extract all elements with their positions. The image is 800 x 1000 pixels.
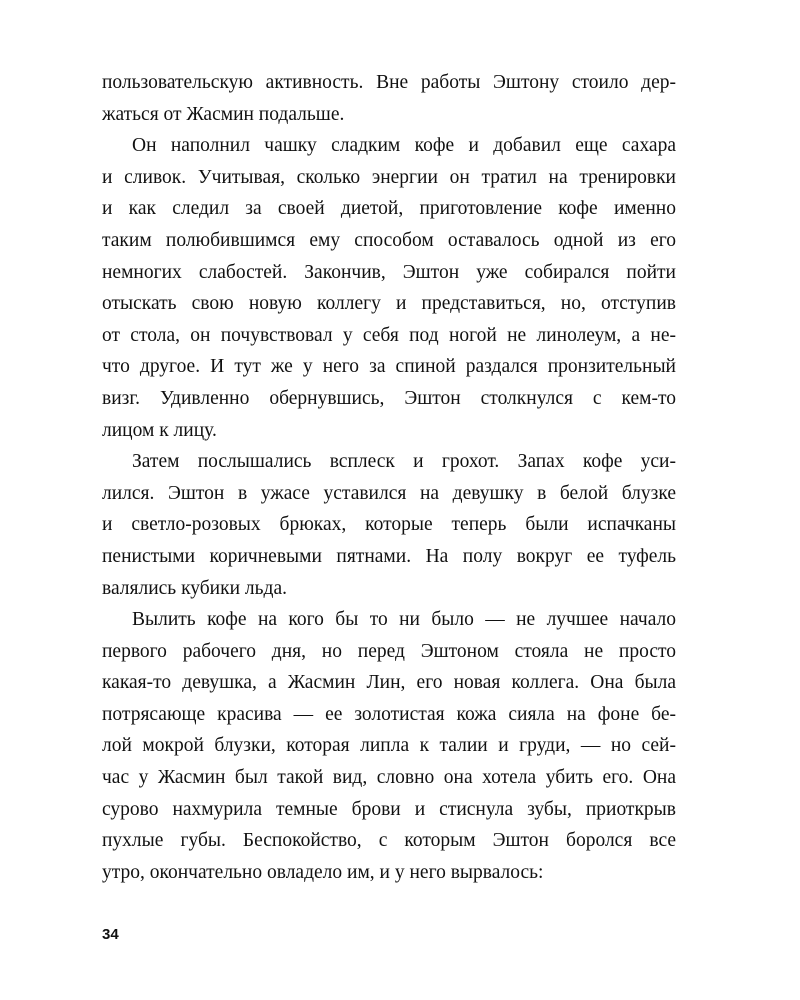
text-line: Он наполнил чашку сладким кофе и добавил еще сахара [132,135,676,157]
paragraph-1 [102,67,676,130]
text-line: жаться от Жасмин подальше. [102,103,345,125]
text-line: от стола, он почувствовал у себя под ногой не линолеум, а не- [102,324,676,346]
text-line: пользовательскую активность. Вне работы Эштону стоило дер- [102,72,676,93]
text-line: лой мокрой блузки, которая липла к талии и груди, — но сей- [102,735,676,757]
text-line: и сливок. Учитывая, сколько энергии он тратил на тренировки [102,166,676,188]
book-page-text [102,67,676,888]
paragraph-3 [102,446,676,604]
text-line: Затем послышались всплеск и грохот. Запах кофе уси- [132,451,676,473]
text-line: какая-то девушка, а Жасмин Лин, его новая коллега. Она была [102,672,676,694]
text-line: и как следил за своей диетой, приготовление кофе именно [102,198,676,220]
text-line: пухлые губы. Беспокойство, с которым Эштон боролся все [102,830,676,852]
text-line: сурово нахмурила темные брови и стиснула зубы, приоткрыв [102,798,676,820]
paragraph-4 [102,604,676,888]
text-line: лицом к лицу. [102,419,217,441]
text-line: и светло-розовых брюках, которые теперь были испачканы [102,514,676,536]
text-line: потрясающе красива — ее золотистая кожа сияла на фоне бе- [102,703,676,725]
text-line: Вылить кофе на кого бы то ни было — не лучшее начало [132,609,676,631]
text-line: первого рабочего дня, но перед Эштоном стояла не просто [102,640,676,662]
text-line: час у Жасмин был такой вид, словно она хотела убить его. Она [102,767,676,789]
text-line: отыскать свою новую коллегу и представиться, но, отступив [102,293,676,315]
text-line: немногих слабостей. Закончив, Эштон уже собирался пойти [102,261,676,283]
text-line: что другое. И тут же у него за спиной раздался пронзительный [102,356,676,378]
text-line: утро, окончательно овладело им, и у него вырвалось: [102,861,544,883]
text-line: валялись кубики льда. [102,577,287,599]
page-number: 34 [102,926,119,943]
text-line: визг. Удивленно обернувшись, Эштон столкнулся с кем-то [102,387,676,409]
text-line: лился. Эштон в ужасе уставился на девушку в белой блузке [102,482,676,504]
text-line: таким полюбившимся ему способом оставалось одной из его [102,229,676,251]
paragraph-2 [102,130,676,446]
text-line: пенистыми коричневыми пятнами. На полу вокруг ее туфель [102,545,676,567]
